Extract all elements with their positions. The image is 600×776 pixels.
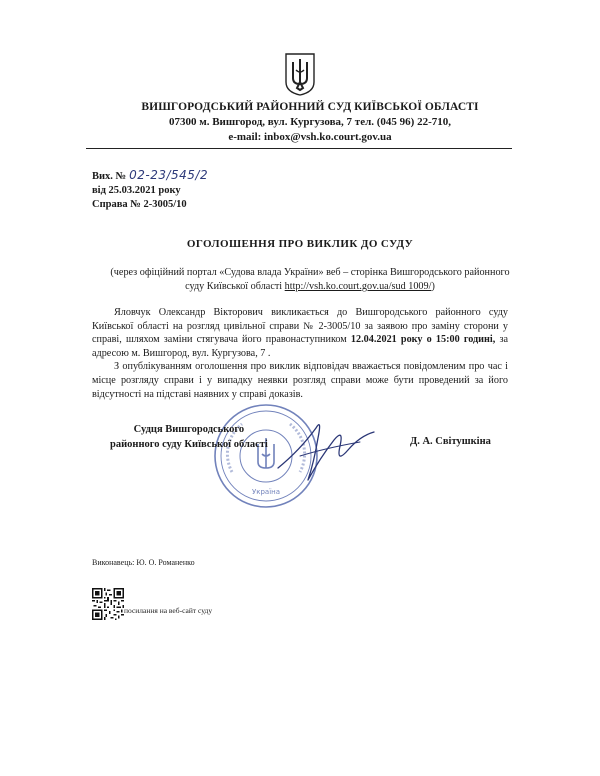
portal-note <box>110 266 510 294</box>
portal-link[interactable]: http://vsh.ko.court.gov.ua/sud 1009/ <box>284 281 432 292</box>
outgoing-number-label: Вих. № <box>92 171 127 182</box>
judge-position <box>110 422 268 452</box>
notice-body <box>92 306 508 401</box>
consequences-paragraph: З опублікуванням оголошення про виклик відповідач вважається повідомленим про час і місце розгляду справи і у випадку неявки розгляд справи може бути проведений за його відсутності на підставі наявних у справі доказів. <box>92 361 508 400</box>
case-number: Справа № 2-3005/10 <box>92 199 187 210</box>
summons-text: Яловчук Олександр Вікторович викликається до Вишгородського районного суду Київської області на розгляд цивільної справи № 2-3005/10 за заявою про заміну сторони у справі, шляхом заміни стягувача його правонаступником <box>92 307 508 346</box>
judge-position-line1: Судця Вишгородського <box>133 424 245 435</box>
summons-paragraph <box>92 306 508 360</box>
trident-coat-of-arms-icon <box>284 52 316 96</box>
qr-code-icon[interactable] <box>92 588 124 620</box>
court-email: e-mail: inbox@vsh.ko.court.gov.ua <box>228 131 392 143</box>
outgoing-number <box>92 168 208 184</box>
qr-caption: посилання на веб-сайт суду <box>124 606 213 615</box>
judge-name: Д. А. Світушкіна <box>410 436 491 447</box>
portal-note-text: (через офіційний портал «Судова влада України» веб – сторінка Вишгородського районного суду Київської області <box>110 267 510 292</box>
court-name: ВИШГОРОДСЬКИЙ РАЙОННИЙ СУД КИЇВСЬКОЇ ОБЛАСТІ <box>141 101 479 113</box>
header-divider <box>86 148 512 149</box>
outgoing-date: від 25.03.2021 року <box>92 185 181 196</box>
judge-position-line2: районного суду Київської області <box>110 439 268 450</box>
court-address: 07300 м. Вишгород, вул. Кургузова, 7 тел. (045 96) 22-710, <box>168 116 452 128</box>
portal-note-close: ) <box>431 281 435 292</box>
hearing-address: за адресою м. Вишгород, вул. Кургузова, 7 . <box>92 334 509 359</box>
executor-line: Виконавець: Ю. О. Романенко <box>92 558 195 567</box>
outgoing-number-handwritten: 02-23/545/2 <box>129 168 209 182</box>
notice-title: ОГОЛОШЕННЯ ПРО ВИКЛИК ДО СУДУ <box>186 238 414 250</box>
reference-block <box>92 168 208 212</box>
hearing-datetime: 12.04.2021 року о 15:00 годині, <box>350 334 496 346</box>
stamp-text: Україна <box>251 488 281 496</box>
judge-signature <box>270 410 380 490</box>
